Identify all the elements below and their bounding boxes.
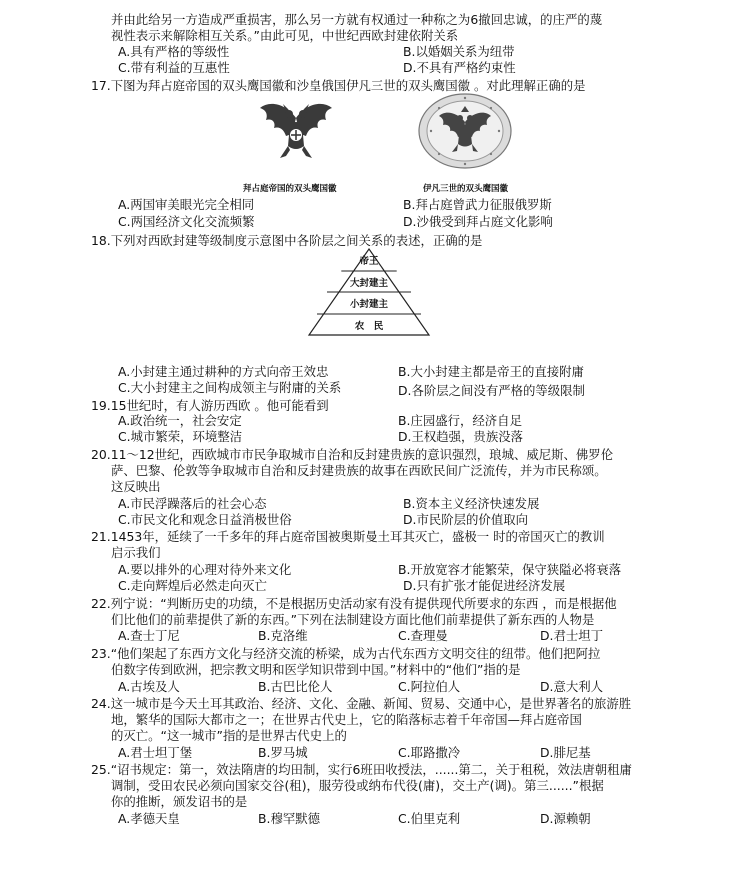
q24-option-c: C.耶路撒冷 (398, 745, 461, 760)
q20-stem-line3: 这反映出 (111, 479, 161, 494)
q19-option-b: B.庄园盛行，经济自足 (398, 413, 522, 428)
q23-stem-line1: 23.“他们架起了东西方文化与经济交流的桥梁，成为古代东西方文明交往的纽带。他们把阿拉 (91, 646, 601, 661)
pyramid-level-peasants: 农 民 (354, 321, 384, 332)
q22-stem-line2: 们比他们的前辈提供了新的东西。”下列在法制建设方面比他们前辈提供了新东西的人物是 (111, 612, 595, 627)
byzantine-emblem-caption: 拜占庭帝国的双头鹰国徽 (243, 184, 337, 194)
q23-stem-line2: 伯数字传到欧洲，把宗教文明和医学知识带到中国。”材料中的“他们”指的是 (111, 662, 521, 677)
q19-stem: 19.15世纪时，有人游历西欧 。他可能看到 (91, 398, 329, 413)
q20-option-d: D.市民阶层的价值取向 (403, 512, 528, 527)
q20-stem-line2: 萨、巴黎、伦敦等争取城市自治和反封建贵族的故事在西欧民间广泛流传，并为市民称颂。 (111, 463, 607, 478)
q23-option-c: C.阿拉伯人 (398, 679, 461, 694)
q25-option-a: A.孝德天皇 (118, 811, 180, 826)
q17-option-c: C.两国经济文化交流频繁 (118, 214, 255, 229)
q22-option-d: D.君士坦丁 (540, 628, 604, 643)
q22-stem-line1: 22.列宁说：“判断历史的功绩，不是根据历史活动家有没有提供现代所要求的东西 ，而是根据他 (91, 596, 617, 611)
q24-option-d: D.腓尼基 (540, 745, 591, 760)
q25-stem-line3: 你的推断，颁发诏书的是 (111, 794, 248, 809)
q18-option-b: B.大小封建主都是帝王的直接附庸 (398, 364, 584, 379)
ivan-emblem-caption: 伊凡三世的双头鹰国徽 (423, 184, 509, 194)
q23-option-a: A.古埃及人 (118, 679, 180, 694)
q25-option-d: D.源赖朝 (540, 811, 591, 826)
q22-option-c: C.查理曼 (398, 628, 448, 643)
pyramid-level-great-lords: 大封建主 (349, 278, 389, 289)
q16-stem-line1: 并由此给另一方造成严重损害，那么另一方就有权通过一种称之为6撤回忠诚，的庄严的蔑 (111, 12, 603, 27)
q20-option-b: B.资本主义经济快速发展 (403, 496, 540, 511)
q16-option-d: D.不具有严格约束性 (403, 60, 516, 75)
q23-option-b: B.古巴比伦人 (258, 679, 333, 694)
q21-option-b: B.开放宽容才能繁荣，保守狭隘必将衰落 (398, 562, 622, 577)
q22-option-a: A.查士丁尼 (118, 628, 180, 643)
q19-option-a: A.政治统一，社会安定 (118, 413, 242, 428)
q17-option-b: B.拜占庭曾武力征服俄罗斯 (403, 197, 552, 212)
ivan-iii-double-eagle-seal (417, 92, 513, 170)
q19-option-d: D.王权趋强，贵族没落 (398, 429, 523, 444)
q21-stem-line2: 启示我们 (111, 545, 161, 560)
q24-stem-line2: 地，繁华的国际大都市之一；在世界古代史上，它的陷落标志着千年帝国—拜占庭帝国 (111, 712, 582, 727)
q16-option-b: B.以婚姻关系为纽带 (403, 44, 515, 59)
byzantine-double-eagle-emblem (256, 96, 336, 166)
q25-option-c: C.伯里克利 (398, 811, 461, 826)
q21-option-d: D.只有扩张才能促进经济发展 (403, 578, 566, 593)
q24-stem-line1: 24.这一城市是今天土耳其政治、经济、文化、金融、新闻、贸易、交通中心，是世界著名的旅游胜 (91, 696, 632, 711)
q22-option-b: B.克洛维 (258, 628, 308, 643)
q20-option-c: C.市民文化和观念日益消极世俗 (118, 512, 292, 527)
q18-option-c: C.大小封建主之间构成领主与附庸的关系 (118, 380, 342, 395)
q21-option-c: C.走向辉煌后必然走向灭亡 (118, 578, 267, 593)
q25-stem-line2: 调制，受田农民必须向国家交谷(租)，服劳役或纳布代役(庸)，交土产(调)。第三......”根据 (111, 778, 604, 793)
q17-option-d: D.沙俄受到拜占庭文化影响 (403, 214, 553, 229)
q25-option-b: B.穆罕默德 (258, 811, 321, 826)
pyramid-level-lesser-lords: 小封建主 (349, 299, 389, 310)
q24-option-b: B.罗马城 (258, 745, 308, 760)
q20-option-a: A.市民浮躁落后的社会心态 (118, 496, 267, 511)
q23-option-d: D.意大利人 (540, 679, 604, 694)
q16-stem-line2: 视性表示来解除相互关系。”由此可见，中世纪西欧封建依附关系 (111, 28, 459, 43)
q20-stem-line1: 20.11～12世纪，西欧城市市民争取城市自治和反封建贵族的意识强烈，琅城、威尼斯、佛罗伦 (91, 447, 614, 462)
q17-stem: 17.下图为拜占庭帝国的双头鹰国徽和沙皇俄国伊凡三世的双头鹰国徽 。对此理解正确的是 (91, 78, 586, 93)
feudal-hierarchy-pyramid (305, 247, 433, 337)
q16-option-a: A.具有严格的等级性 (118, 44, 230, 59)
q24-option-a: A.君士坦丁堡 (118, 745, 193, 760)
q18-option-d: D.各阶层之间没有严格的等级限制 (398, 383, 585, 398)
q18-stem: 18.下列对西欧封建等级制度示意图中各阶层之间关系的表述，正确的是 (91, 233, 483, 248)
q25-stem-line1: 25.“诏书规定：第一，效法隋唐的均田制，实行6班田收授法，......第二，关于租税，效法唐朝租庸 (91, 762, 632, 777)
pyramid-level-emperor: 帝王 (359, 256, 379, 267)
q16-option-c: C.带有利益的互惠性 (118, 60, 230, 75)
q17-option-a: A.两国审美眼光完全相同 (118, 197, 255, 212)
q19-option-c: C.城市繁荣，环境整洁 (118, 429, 243, 444)
q21-stem-line1: 21.1453年，延续了一千多年的拜占庭帝国被奥斯曼土耳其灭亡，盛极一 时的帝国灭亡的教训 (91, 529, 605, 544)
q24-stem-line3: 的灭亡。“这一城市”指的是世界古代史上的 (111, 728, 347, 743)
q21-option-a: A.要以排外的心理对待外来文化 (118, 562, 292, 577)
q18-option-a: A.小封建主通过耕种的方式向帝王效忠 (118, 364, 329, 379)
